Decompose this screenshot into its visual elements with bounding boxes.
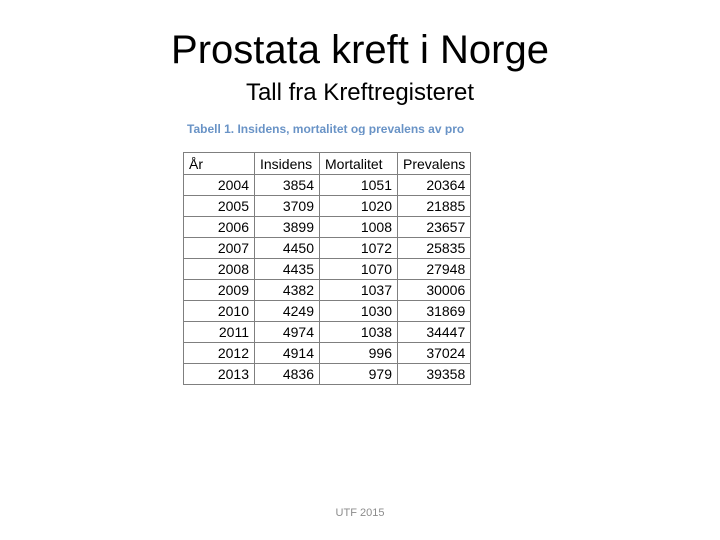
cell-incidence: 4249 [255, 301, 320, 322]
table-row [184, 280, 471, 301]
table-row [184, 364, 471, 385]
cell-incidence: 4914 [255, 343, 320, 364]
table-row [184, 217, 471, 238]
cell-mortality: 1070 [320, 259, 398, 280]
statistics-table [183, 152, 471, 385]
cell-mortality: 1037 [320, 280, 398, 301]
table-caption [187, 122, 487, 135]
column-header-mortality: Mortalitet [320, 153, 398, 175]
cell-year: 2013 [184, 364, 255, 385]
cell-prevalence: 30006 [398, 280, 471, 301]
column-header-incidence: Insidens [255, 153, 320, 175]
cell-year: 2006 [184, 217, 255, 238]
cell-year: 2012 [184, 343, 255, 364]
cell-prevalence: 37024 [398, 343, 471, 364]
cell-mortality: 1051 [320, 175, 398, 196]
cell-mortality: 1030 [320, 301, 398, 322]
column-header-prevalence: Prevalens [398, 153, 471, 175]
cell-mortality: 979 [320, 364, 398, 385]
table-header-row [184, 153, 471, 175]
cell-mortality: 1072 [320, 238, 398, 259]
cell-prevalence: 25835 [398, 238, 471, 259]
cell-mortality: 1008 [320, 217, 398, 238]
cell-year: 2007 [184, 238, 255, 259]
table-row [184, 238, 471, 259]
cell-prevalence: 27948 [398, 259, 471, 280]
cell-mortality: 1020 [320, 196, 398, 217]
table-row [184, 322, 471, 343]
cell-prevalence: 34447 [398, 322, 471, 343]
cell-year: 2005 [184, 196, 255, 217]
cell-prevalence: 21885 [398, 196, 471, 217]
slide-subtitle: Tall fra Kreftregisteret [245, 79, 475, 106]
cell-incidence: 3709 [255, 196, 320, 217]
cell-incidence: 4450 [255, 238, 320, 259]
cell-incidence: 4435 [255, 259, 320, 280]
table-row [184, 301, 471, 322]
cell-year: 2010 [184, 301, 255, 322]
cell-prevalence: 39358 [398, 364, 471, 385]
table-row [184, 259, 471, 280]
cell-incidence: 4382 [255, 280, 320, 301]
column-header-year: År [184, 153, 255, 175]
table-row [184, 175, 471, 196]
cell-prevalence: 23657 [398, 217, 471, 238]
slide-footer: UTF 2015 [335, 507, 385, 519]
cell-year: 2008 [184, 259, 255, 280]
cell-prevalence: 31869 [398, 301, 471, 322]
table-row [184, 196, 471, 217]
table-row [184, 343, 471, 364]
cell-mortality: 1038 [320, 322, 398, 343]
cell-mortality: 996 [320, 343, 398, 364]
cell-incidence: 3854 [255, 175, 320, 196]
cell-year: 2004 [184, 175, 255, 196]
table-body [184, 175, 471, 385]
cell-incidence: 4974 [255, 322, 320, 343]
cell-incidence: 4836 [255, 364, 320, 385]
table-caption-text: Tabell 1. Insidens, mortalitet og prevalens av pro [187, 122, 465, 135]
cell-incidence: 3899 [255, 217, 320, 238]
slide-title: Prostata kreft i Norge [171, 28, 549, 72]
cell-year: 2011 [184, 322, 255, 343]
cell-prevalence: 20364 [398, 175, 471, 196]
cell-year: 2009 [184, 280, 255, 301]
